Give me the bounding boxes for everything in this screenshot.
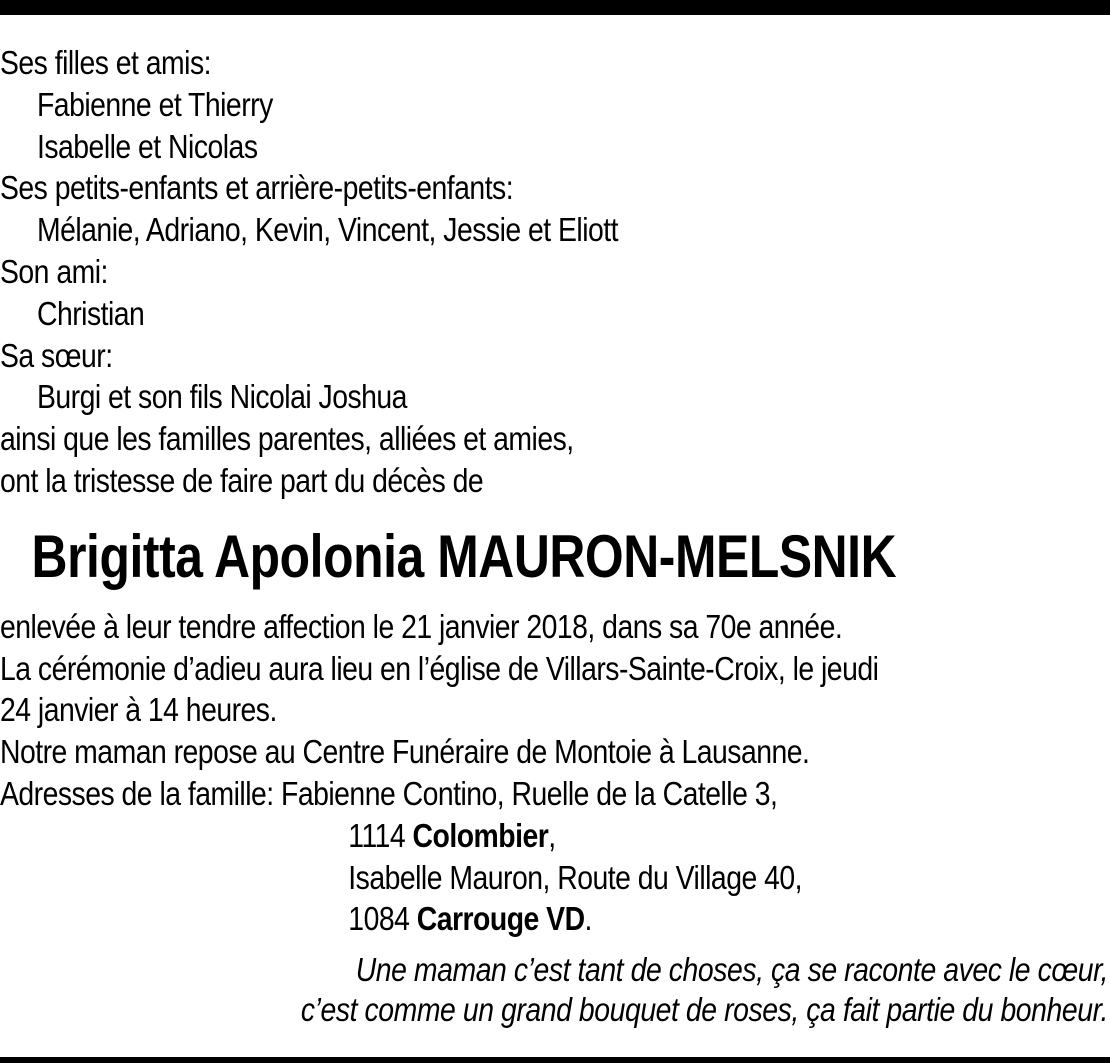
quote-line: c’est comme un grand bouquet de roses, ça fait partie du bonheur. (300, 991, 1108, 1029)
family-line: Christian (36, 294, 145, 332)
address-line (0, 815, 955, 857)
details-line: 24 janvier à 14 heures. (0, 691, 277, 729)
family-line: Son ami: (0, 252, 108, 290)
address-first: Fabienne Contino, Ruelle de la Catelle 3, (281, 774, 778, 812)
address-line (0, 898, 955, 940)
family-line: Sa sœur: (0, 336, 113, 374)
postcode: 1084 (348, 900, 410, 938)
family-line: ont la tristesse de faire part du décès de (0, 461, 484, 499)
punctuation: , (548, 816, 556, 854)
address-label: Adresses de la famille: (0, 774, 274, 812)
family-line: Mélanie, Adriano, Kevin, Vincent, Jessie et Eliott (36, 211, 619, 249)
address-line (0, 773, 955, 815)
deceased-name: Brigitta Apolonia MAURON-MELSNIK (31, 522, 897, 590)
details-line: La cérémonie d’adieu aura lieu en l’église de Villars-Sainte-Croix, le jeudi (0, 649, 879, 687)
family-line: ainsi que les familles parentes, alliées et amies, (0, 420, 574, 458)
city: Carrouge VD (416, 900, 585, 938)
family-line: Isabelle et Nicolas (36, 127, 258, 165)
city: Colombier (412, 816, 549, 854)
punctuation: . (584, 900, 592, 938)
postcode: 1114 (348, 816, 406, 854)
family-line: Fabienne et Thierry (36, 85, 273, 123)
family-list (0, 42, 1110, 502)
closing-quote (0, 950, 1110, 1030)
family-line: Ses petits-enfants et arrière-petits-enfants: (0, 169, 514, 207)
quote-line: Une maman c’est tant de choses, ça se raconte avec le cœur, (355, 951, 1108, 989)
family-line: Burgi et son fils Nicolai Joshua (36, 378, 407, 416)
family-line: Ses filles et amis: (0, 44, 212, 81)
address-line: Isabelle Mauron, Route du Village 40, (348, 858, 803, 896)
bottom-rule (0, 1057, 1110, 1063)
details-line: Notre maman repose au Centre Funéraire de Montoie à Lausanne. (0, 733, 810, 771)
details (0, 606, 1110, 773)
obituary-notice (0, 42, 1110, 1030)
family-addresses (0, 773, 1110, 940)
top-rule (0, 0, 1110, 15)
details-line: enlevée à leur tendre affection le 21 janvier 2018, dans sa 70e année. (0, 607, 843, 645)
